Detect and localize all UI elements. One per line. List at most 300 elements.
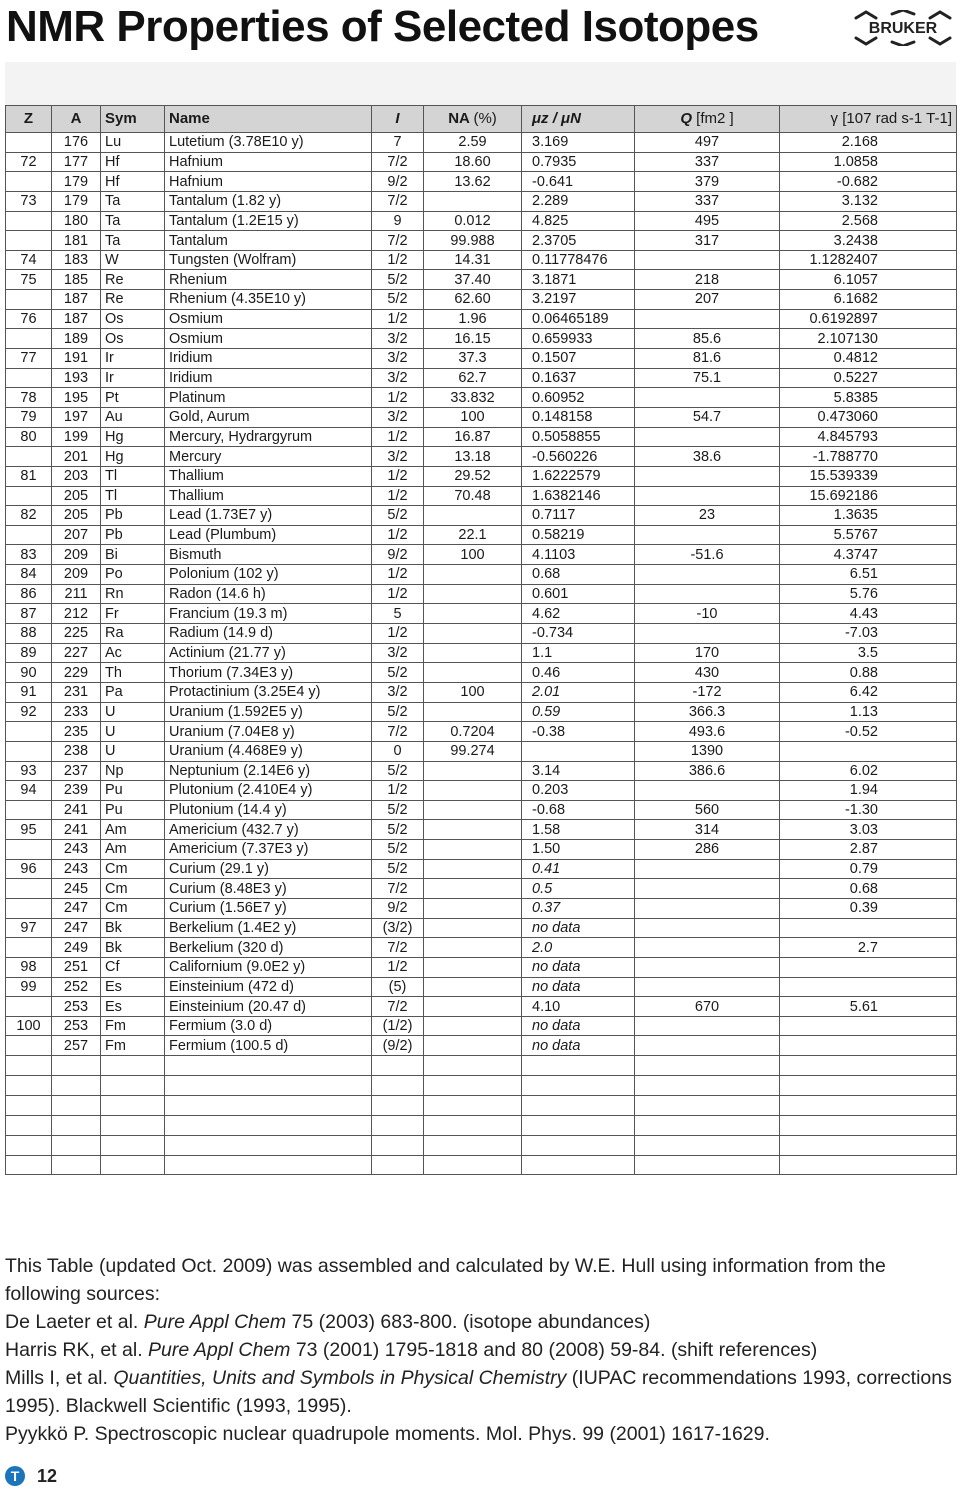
- cell-mass-number: 249: [52, 938, 101, 958]
- cell-magnetic-moment: 2.0: [522, 938, 635, 958]
- cell-abundance: 37.3: [424, 349, 522, 369]
- cell-magnetic-moment: no data: [522, 1036, 635, 1056]
- header-z: Z: [6, 106, 52, 133]
- cell-symbol: Fr: [101, 604, 165, 624]
- cell-mass-number: 205: [52, 506, 101, 526]
- cell-symbol: Am: [101, 820, 165, 840]
- cell-name: Tungsten (Wolfram): [165, 250, 372, 270]
- cell-magnetic-moment-empty: [522, 1155, 635, 1175]
- cell-quadrupole-moment: -10: [635, 604, 780, 624]
- cell-name: Tantalum: [165, 231, 372, 251]
- cell-quadrupole-moment: [635, 781, 780, 801]
- cell-mass-number: 187: [52, 290, 101, 310]
- cell-name-empty: [165, 1155, 372, 1175]
- empty-table-row: [6, 1155, 957, 1175]
- cell-symbol: Am: [101, 840, 165, 860]
- cell-magnetic-moment: 0.41: [522, 859, 635, 879]
- cell-mass-number: 201: [52, 447, 101, 467]
- cell-spin: (9/2): [372, 1036, 424, 1056]
- cell-gyromagnetic-ratio: -7.03: [780, 624, 957, 644]
- cell-symbol: Cf: [101, 957, 165, 977]
- cell-gyromagnetic-ratio: 2.168: [780, 133, 957, 153]
- cell-mass-number-empty: [52, 1115, 101, 1135]
- cell-spin: 3/2: [372, 368, 424, 388]
- cell-name: Osmium: [165, 309, 372, 329]
- table-row: [6, 800, 957, 820]
- cell-quadrupole-moment-empty: [635, 1155, 780, 1175]
- cell-z: 94: [6, 781, 52, 801]
- cell-z: 87: [6, 604, 52, 624]
- table-row: [6, 349, 957, 369]
- table-row: [6, 938, 957, 958]
- cell-spin-empty: [372, 1155, 424, 1175]
- cell-spin: 7/2: [372, 997, 424, 1017]
- cell-z: 96: [6, 859, 52, 879]
- cell-magnetic-moment: 0.601: [522, 584, 635, 604]
- cell-gyromagnetic-ratio: 0.79: [780, 859, 957, 879]
- table-row: [6, 388, 957, 408]
- cell-magnetic-moment: 0.5058855: [522, 427, 635, 447]
- cell-magnetic-moment: 0.1507: [522, 349, 635, 369]
- cell-spin: 1/2: [372, 427, 424, 447]
- table-row: [6, 977, 957, 997]
- cell-magnetic-moment: no data: [522, 1016, 635, 1036]
- cell-name: Uranium (7.04E8 y): [165, 722, 372, 742]
- cell-abundance: 0.012: [424, 211, 522, 231]
- cell-magnetic-moment: 0.7935: [522, 152, 635, 172]
- cell-spin: 7/2: [372, 722, 424, 742]
- empty-table-row: [6, 1095, 957, 1115]
- header-strip: [5, 62, 956, 105]
- cell-z-empty: [6, 1056, 52, 1076]
- reference-4: Pyykkö P. Spectroscopic nuclear quadrupole moments. Mol. Phys. 99 (2001) 1617-1629.: [5, 1423, 770, 1445]
- cell-quadrupole-moment: 207: [635, 290, 780, 310]
- cell-spin: 7: [372, 133, 424, 153]
- cell-z: [6, 997, 52, 1017]
- cell-z: [6, 840, 52, 860]
- cell-quadrupole-moment: [635, 427, 780, 447]
- cell-mass-number: 179: [52, 191, 101, 211]
- table-row: [6, 741, 957, 761]
- table-row: [6, 997, 957, 1017]
- cell-gyromagnetic-ratio: 2.87: [780, 840, 957, 860]
- cell-magnetic-moment: 1.6222579: [522, 466, 635, 486]
- table-row: [6, 290, 957, 310]
- cell-name: Francium (19.3 m): [165, 604, 372, 624]
- cell-z: 79: [6, 407, 52, 427]
- cell-symbol: Tl: [101, 486, 165, 506]
- cell-magnetic-moment: no data: [522, 957, 635, 977]
- cell-z: 88: [6, 624, 52, 644]
- cell-gyromagnetic-ratio: 1.0858: [780, 152, 957, 172]
- reference-2: Harris RK, et al. Pure Appl Chem 73 (2001) 1795-1818 and 80 (2008) 59-84. (shift references): [5, 1339, 818, 1361]
- cell-mass-number: 231: [52, 682, 101, 702]
- cell-mass-number: 209: [52, 545, 101, 565]
- cell-abundance: [424, 604, 522, 624]
- cell-spin: 1/2: [372, 781, 424, 801]
- table-row: [6, 250, 957, 270]
- cell-mass-number-empty: [52, 1155, 101, 1175]
- table-row: [6, 820, 957, 840]
- cell-gyromagnetic-ratio: [780, 977, 957, 997]
- cell-quadrupole-moment: [635, 525, 780, 545]
- cell-symbol: Au: [101, 407, 165, 427]
- cell-z: 75: [6, 270, 52, 290]
- cell-name: Fermium (100.5 d): [165, 1036, 372, 1056]
- cell-gyromagnetic-ratio: 2.7: [780, 938, 957, 958]
- cell-magnetic-moment: 0.148158: [522, 407, 635, 427]
- cell-spin: 9/2: [372, 172, 424, 192]
- cell-name: Iridium: [165, 368, 372, 388]
- table-row: [6, 427, 957, 447]
- cell-magnetic-moment: 0.7117: [522, 506, 635, 526]
- notes-intro: This Table (updated Oct. 2009) was assembled and calculated by W.E. Hull using information from the following sources:: [5, 1255, 886, 1305]
- cell-symbol: Pb: [101, 506, 165, 526]
- cell-quadrupole-moment: 1390: [635, 741, 780, 761]
- header-sym: Sym: [101, 106, 165, 133]
- cell-quadrupole-moment: 317: [635, 231, 780, 251]
- cell-z: 78: [6, 388, 52, 408]
- cell-abundance-empty: [424, 1076, 522, 1096]
- cell-gyromagnetic-ratio: 2.107130: [780, 329, 957, 349]
- cell-quadrupole-moment: 170: [635, 643, 780, 663]
- cell-gyromagnetic-ratio: 0.473060: [780, 407, 957, 427]
- cell-gyromagnetic-ratio: 5.5767: [780, 525, 957, 545]
- cell-symbol-empty: [101, 1155, 165, 1175]
- cell-gyromagnetic-ratio: 1.3635: [780, 506, 957, 526]
- cell-spin-empty: [372, 1076, 424, 1096]
- cell-spin: 5/2: [372, 761, 424, 781]
- cell-spin: 5/2: [372, 702, 424, 722]
- cell-symbol: Ir: [101, 349, 165, 369]
- cell-name: Thallium: [165, 486, 372, 506]
- cell-abundance: [424, 506, 522, 526]
- cell-abundance: [424, 840, 522, 860]
- cell-spin: 0: [372, 741, 424, 761]
- cell-z: 72: [6, 152, 52, 172]
- cell-gyromagnetic-ratio: 5.61: [780, 997, 957, 1017]
- table-row: [6, 525, 957, 545]
- cell-spin: 1/2: [372, 486, 424, 506]
- cell-magnetic-moment: 1.58: [522, 820, 635, 840]
- cell-quadrupole-moment: [635, 486, 780, 506]
- cell-abundance: [424, 938, 522, 958]
- cell-mass-number: 176: [52, 133, 101, 153]
- page-title: NMR Properties of Selected Isotopes: [6, 2, 759, 51]
- cell-abundance: [424, 859, 522, 879]
- cell-z: [6, 879, 52, 899]
- cell-name: Radium (14.9 d): [165, 624, 372, 644]
- cell-name: Hafnium: [165, 152, 372, 172]
- reference-1: De Laeter et al. Pure Appl Chem 75 (2003) 683-800. (isotope abundances): [5, 1311, 651, 1333]
- cell-abundance: [424, 702, 522, 722]
- cell-abundance-empty: [424, 1095, 522, 1115]
- cell-symbol: Cm: [101, 859, 165, 879]
- table-row: [6, 702, 957, 722]
- cell-z: 77: [6, 349, 52, 369]
- cell-quadrupole-moment: [635, 859, 780, 879]
- cell-name: Neptunium (2.14E6 y): [165, 761, 372, 781]
- cell-symbol: Fm: [101, 1016, 165, 1036]
- cell-abundance: [424, 800, 522, 820]
- cell-name: Protactinium (3.25E4 y): [165, 682, 372, 702]
- cell-z: [6, 447, 52, 467]
- table-row: [6, 211, 957, 231]
- cell-spin: 7/2: [372, 152, 424, 172]
- cell-z: 86: [6, 584, 52, 604]
- cell-mass-number: 185: [52, 270, 101, 290]
- cell-quadrupole-moment-empty: [635, 1056, 780, 1076]
- header-spin: I: [372, 106, 424, 133]
- cell-gyromagnetic-ratio: 4.3747: [780, 545, 957, 565]
- cell-quadrupole-moment: 670: [635, 997, 780, 1017]
- cell-symbol: Hf: [101, 172, 165, 192]
- cell-name: Fermium (3.0 d): [165, 1016, 372, 1036]
- cell-symbol: Pu: [101, 800, 165, 820]
- cell-quadrupole-moment: [635, 584, 780, 604]
- table-row: [6, 624, 957, 644]
- table-row: [6, 840, 957, 860]
- cell-name: Thorium (7.34E3 y): [165, 663, 372, 683]
- cell-z: 80: [6, 427, 52, 447]
- cell-mass-number: 189: [52, 329, 101, 349]
- cell-gyromagnetic-ratio: 3.5: [780, 643, 957, 663]
- cell-quadrupole-moment: 38.6: [635, 447, 780, 467]
- cell-gyromagnetic-ratio: 0.6192897: [780, 309, 957, 329]
- cell-symbol: Os: [101, 309, 165, 329]
- cell-mass-number: 177: [52, 152, 101, 172]
- cell-spin: (1/2): [372, 1016, 424, 1036]
- cell-spin: 5/2: [372, 663, 424, 683]
- cell-mass-number: 243: [52, 840, 101, 860]
- cell-name: Polonium (102 y): [165, 565, 372, 585]
- cell-quadrupole-moment-empty: [635, 1135, 780, 1155]
- cell-magnetic-moment: -0.560226: [522, 447, 635, 467]
- cell-spin: 9: [372, 211, 424, 231]
- cell-magnetic-moment: no data: [522, 918, 635, 938]
- cell-abundance: 18.60: [424, 152, 522, 172]
- cell-spin: 3/2: [372, 329, 424, 349]
- cell-name: Californium (9.0E2 y): [165, 957, 372, 977]
- cell-abundance: [424, 1016, 522, 1036]
- header-gamma: γ [107 rad s-1 T-1]: [780, 106, 957, 133]
- cell-gyromagnetic-ratio: [780, 1016, 957, 1036]
- cell-abundance: [424, 663, 522, 683]
- cell-name: Actinium (21.77 y): [165, 643, 372, 663]
- cell-name: Curium (29.1 y): [165, 859, 372, 879]
- cell-z: 93: [6, 761, 52, 781]
- cell-gyromagnetic-ratio: 0.68: [780, 879, 957, 899]
- cell-name: Americium (7.37E3 y): [165, 840, 372, 860]
- cell-symbol: Bk: [101, 918, 165, 938]
- cell-z: 81: [6, 466, 52, 486]
- cell-mass-number: 252: [52, 977, 101, 997]
- cell-symbol: U: [101, 741, 165, 761]
- cell-name-empty: [165, 1076, 372, 1096]
- cell-mass-number: 180: [52, 211, 101, 231]
- cell-symbol: Pa: [101, 682, 165, 702]
- cell-mass-number: 183: [52, 250, 101, 270]
- cell-gyromagnetic-ratio: -1.30: [780, 800, 957, 820]
- cell-name: Platinum: [165, 388, 372, 408]
- cell-symbol: Hf: [101, 152, 165, 172]
- cell-abundance: 16.87: [424, 427, 522, 447]
- cell-quadrupole-moment: 81.6: [635, 349, 780, 369]
- cell-abundance: [424, 643, 522, 663]
- cell-magnetic-moment-empty: [522, 1115, 635, 1135]
- cell-symbol: Ir: [101, 368, 165, 388]
- cell-symbol: Hg: [101, 427, 165, 447]
- cell-mass-number: 238: [52, 741, 101, 761]
- table-row: [6, 898, 957, 918]
- empty-table-row: [6, 1135, 957, 1155]
- cell-symbol: Hg: [101, 447, 165, 467]
- cell-mass-number: 233: [52, 702, 101, 722]
- cell-z: [6, 898, 52, 918]
- cell-magnetic-moment: 3.169: [522, 133, 635, 153]
- table-row: [6, 957, 957, 977]
- cell-quadrupole-moment: 495: [635, 211, 780, 231]
- cell-spin: 1/2: [372, 250, 424, 270]
- cell-spin: 7/2: [372, 191, 424, 211]
- cell-z: [6, 1036, 52, 1056]
- cell-name: Lutetium (3.78E10 y): [165, 133, 372, 153]
- cell-magnetic-moment: no data: [522, 977, 635, 997]
- cell-abundance: 37.40: [424, 270, 522, 290]
- cell-mass-number: 247: [52, 898, 101, 918]
- cell-gyromagnetic-ratio: 2.568: [780, 211, 957, 231]
- cell-gyromagnetic-ratio: 6.1682: [780, 290, 957, 310]
- header-name: Name: [165, 106, 372, 133]
- cell-abundance: [424, 191, 522, 211]
- cell-z: [6, 722, 52, 742]
- cell-mass-number: 203: [52, 466, 101, 486]
- cell-symbol-empty: [101, 1115, 165, 1135]
- empty-table-row: [6, 1056, 957, 1076]
- cell-z: [6, 938, 52, 958]
- cell-mass-number: 181: [52, 231, 101, 251]
- cell-mass-number: 207: [52, 525, 101, 545]
- header-a: A: [52, 106, 101, 133]
- cell-name: Osmium: [165, 329, 372, 349]
- cell-gyromagnetic-ratio: 6.02: [780, 761, 957, 781]
- cell-magnetic-moment: 4.62: [522, 604, 635, 624]
- table-row: [6, 1036, 957, 1056]
- cell-mass-number: 211: [52, 584, 101, 604]
- cell-symbol: Ac: [101, 643, 165, 663]
- table-row: [6, 584, 957, 604]
- cell-mass-number: 257: [52, 1036, 101, 1056]
- cell-gyromagnetic-ratio: 15.692186: [780, 486, 957, 506]
- cell-quadrupole-moment: 54.7: [635, 407, 780, 427]
- cell-z-empty: [6, 1095, 52, 1115]
- table-row: [6, 859, 957, 879]
- cell-quadrupole-moment: 337: [635, 191, 780, 211]
- cell-magnetic-moment-empty: [522, 1135, 635, 1155]
- cell-magnetic-moment: 1.1: [522, 643, 635, 663]
- cell-z: 83: [6, 545, 52, 565]
- cell-gyromagnetic-ratio: 0.5227: [780, 368, 957, 388]
- cell-magnetic-moment: 2.3705: [522, 231, 635, 251]
- empty-table-row: [6, 1076, 957, 1096]
- cell-abundance-empty: [424, 1115, 522, 1135]
- cell-spin: 3/2: [372, 643, 424, 663]
- cell-z: 100: [6, 1016, 52, 1036]
- cell-magnetic-moment: -0.38: [522, 722, 635, 742]
- table-row: [6, 172, 957, 192]
- table-row: [6, 604, 957, 624]
- cell-gyromagnetic-ratio: -0.682: [780, 172, 957, 192]
- cell-abundance: 13.62: [424, 172, 522, 192]
- cell-name-empty: [165, 1095, 372, 1115]
- cell-quadrupole-moment-empty: [635, 1115, 780, 1135]
- cell-mass-number: 241: [52, 800, 101, 820]
- cell-symbol: Es: [101, 997, 165, 1017]
- cell-name: Curium (8.48E3 y): [165, 879, 372, 899]
- cell-symbol: Bi: [101, 545, 165, 565]
- cell-z: 99: [6, 977, 52, 997]
- cell-symbol: Np: [101, 761, 165, 781]
- cell-abundance: [424, 879, 522, 899]
- header-mu: μz / μN: [522, 106, 635, 133]
- cell-quadrupole-moment-empty: [635, 1076, 780, 1096]
- cell-gyromagnetic-ratio: -1.788770: [780, 447, 957, 467]
- cell-magnetic-moment: 4.1103: [522, 545, 635, 565]
- cell-symbol: Os: [101, 329, 165, 349]
- header-q: Q [fm2 ]: [635, 106, 780, 133]
- cell-spin: 5/2: [372, 270, 424, 290]
- cell-quadrupole-moment: 560: [635, 800, 780, 820]
- cell-symbol: Pu: [101, 781, 165, 801]
- table-row: [6, 407, 957, 427]
- cell-spin: 9/2: [372, 545, 424, 565]
- cell-mass-number-empty: [52, 1095, 101, 1115]
- cell-mass-number: 197: [52, 407, 101, 427]
- cell-magnetic-moment: 0.59: [522, 702, 635, 722]
- header-na: NA (%): [424, 106, 522, 133]
- page-footer: [5, 1465, 57, 1487]
- cell-spin: 5/2: [372, 820, 424, 840]
- cell-spin: 1/2: [372, 565, 424, 585]
- cell-spin-empty: [372, 1056, 424, 1076]
- cell-magnetic-moment: [522, 741, 635, 761]
- cell-symbol-empty: [101, 1056, 165, 1076]
- cell-abundance: 100: [424, 682, 522, 702]
- cell-mass-number: 229: [52, 663, 101, 683]
- cell-quadrupole-moment: 23: [635, 506, 780, 526]
- cell-z: [6, 368, 52, 388]
- cell-z: 97: [6, 918, 52, 938]
- cell-abundance: 100: [424, 545, 522, 565]
- cell-abundance-empty: [424, 1135, 522, 1155]
- cell-magnetic-moment: 0.659933: [522, 329, 635, 349]
- cell-symbol: Ra: [101, 624, 165, 644]
- cell-spin: 1/2: [372, 525, 424, 545]
- cell-magnetic-moment: 0.06465189: [522, 309, 635, 329]
- cell-symbol: Fm: [101, 1036, 165, 1056]
- table-row: [6, 663, 957, 683]
- cell-spin: (3/2): [372, 918, 424, 938]
- cell-gyromagnetic-ratio: 0.39: [780, 898, 957, 918]
- cell-symbol: Cm: [101, 879, 165, 899]
- cell-gyromagnetic-ratio-empty: [780, 1095, 957, 1115]
- cell-spin: 5/2: [372, 506, 424, 526]
- cell-name: Iridium: [165, 349, 372, 369]
- cell-abundance: 100: [424, 407, 522, 427]
- cell-spin: 9/2: [372, 898, 424, 918]
- cell-gyromagnetic-ratio: 3.03: [780, 820, 957, 840]
- cell-mass-number: 195: [52, 388, 101, 408]
